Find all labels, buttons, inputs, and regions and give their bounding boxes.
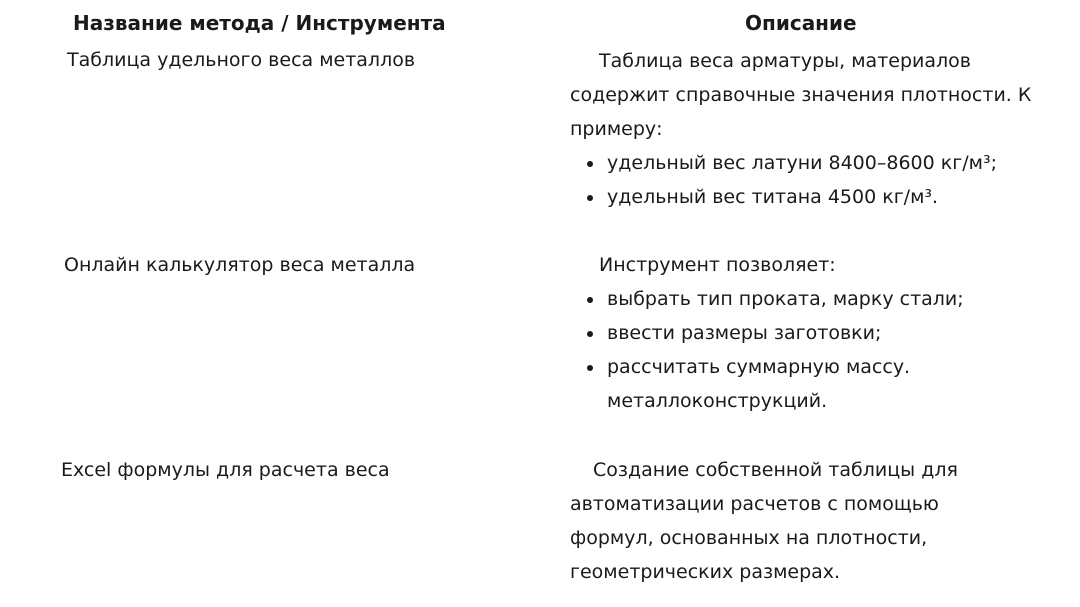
description-intro: Создание собственной таблицы для автоматизации расчетов с помощью формул, основанных на плотности, геометрических размерах. bbox=[570, 459, 958, 583]
method-name-density-table: Таблица удельного веса металлов bbox=[67, 49, 416, 71]
bullet-list bbox=[570, 282, 1070, 418]
column-header-method: Название метода / Инструмента bbox=[73, 11, 446, 35]
list-item: ввести размеры заготовки; bbox=[607, 316, 1070, 350]
description-density-table bbox=[570, 44, 1070, 214]
bullet-list bbox=[570, 146, 1070, 214]
description-intro: Таблица веса арматуры, материалов содержит справочные значения плотности. К примеру: bbox=[570, 50, 1032, 140]
list-item: удельный вес латуни 8400–8600 кг/м³; bbox=[607, 146, 1070, 180]
list-item: удельный вес титана 4500 кг/м³. bbox=[607, 180, 1070, 214]
list-item: выбрать тип проката, марку стали; bbox=[607, 282, 1070, 316]
column-header-description: Описание bbox=[745, 11, 857, 35]
list-item: рассчитать суммарную массу. металлоконструкций. bbox=[607, 350, 967, 418]
description-online-calculator bbox=[570, 248, 1070, 418]
method-name-online-calculator: Онлайн калькулятор веса металла bbox=[64, 254, 416, 276]
method-name-excel-formulas: Excel формулы для расчета веса bbox=[61, 459, 390, 481]
description-intro: Инструмент позволяет: bbox=[599, 254, 836, 276]
description-excel-formulas bbox=[570, 453, 1010, 589]
